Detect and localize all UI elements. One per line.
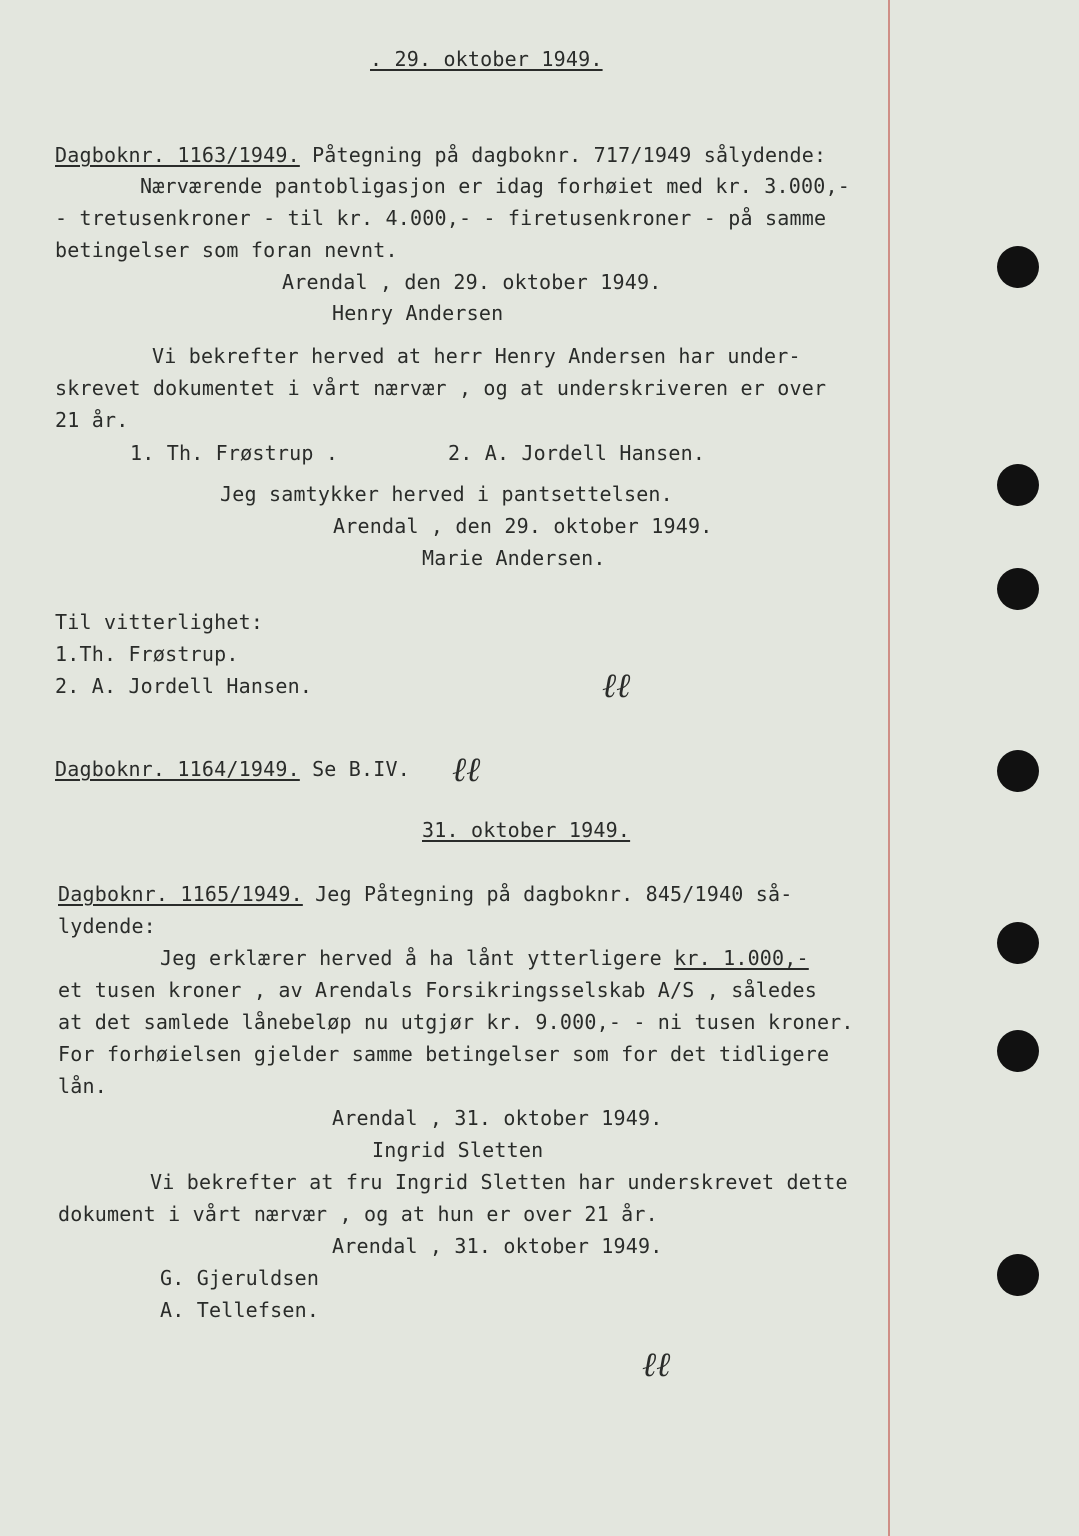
entry-heading [55,757,410,781]
punch-hole [997,922,1039,964]
witness-item: A. Tellefsen. [160,1298,320,1322]
attest-line: 21 år. [55,408,129,432]
punch-hole [997,1030,1039,1072]
body-line: at det samlede lånebeløp nu utgjør kr. 9.000,- - ni tusen kroner. [58,1010,854,1034]
punch-hole [997,1254,1039,1296]
handwritten-initials: ℓℓ [642,1345,671,1385]
consent-place-date: Arendal , den 29. oktober 1949. [333,514,713,538]
entry-heading-text: Se B.IV. [299,757,410,781]
witness-left: 1. Th. Frøstrup . [130,441,339,465]
attest-line: dokument i vårt nærvær , og at hun er over 21 år. [58,1202,658,1226]
place-date: Arendal , 31. oktober 1949. [332,1106,663,1130]
entry-number: Dagboknr. 1165/1949. [58,882,303,906]
body-line: lån. [58,1074,107,1098]
place-date: Arendal , 31. oktober 1949. [332,1234,663,1258]
signer-name: Henry Andersen [332,301,504,325]
body-line: - tretusenkroner - til kr. 4.000,- - firetusenkroner - på samme [55,206,827,230]
body-text: Jeg erklærer herved å ha lånt ytterligere [160,946,675,970]
entry-number: Dagboknr. 1163/1949. [55,143,300,167]
witness-item: G. Gjeruldsen [160,1266,320,1290]
witness-item: 2. A. Jordell Hansen. [55,674,313,698]
punch-hole [997,246,1039,288]
signer-name: Ingrid Sletten [372,1138,544,1162]
handwritten-initials: ℓℓ [452,750,481,790]
attest-line: skrevet dokumentet i vårt nærvær , og at underskriveren er over [55,376,827,400]
date-heading: . 29. oktober 1949. [370,47,603,71]
body-line: et tusen kroner , av Arendals Forsikringsselskab A/S , således [58,978,817,1002]
punch-hole [997,750,1039,792]
attest-line: Vi bekrefter herved at herr Henry Andersen har under- [152,344,801,368]
consent-signer: Marie Andersen. [422,546,606,570]
red-margin-line [888,0,890,1536]
entry-heading-text: Jeg Påtegning på dagboknr. 845/1940 så- [302,882,793,906]
entry-heading [58,882,792,906]
body-line: Nærværende pantobligasjon er idag forhøiet med kr. 3.000,- [140,174,850,198]
date-heading: 31. oktober 1949. [422,818,631,842]
consent-line: Jeg samtykker herved i pantsettelsen. [220,482,673,506]
entry-heading [55,143,826,167]
punch-hole [997,464,1039,506]
body-line: betingelser som foran nevnt. [55,238,398,262]
witness-right: 2. A. Jordell Hansen. [448,441,706,465]
place-date: Arendal , den 29. oktober 1949. [282,270,662,294]
entry-heading-text: Påtegning på dagboknr. 717/1949 sålydende: [299,143,827,167]
punch-hole [997,568,1039,610]
loan-amount: kr. 1.000,- [674,946,809,970]
body-line: For forhøielsen gjelder samme betingelser som for det tidligere [58,1042,830,1066]
body-line: lydende: [58,914,156,938]
attest-line: Vi bekrefter at fru Ingrid Sletten har underskrevet dette [150,1170,848,1194]
handwritten-initials: ℓℓ [602,666,631,706]
body-line [160,946,809,970]
witness-item: 1.Th. Frøstrup. [55,642,239,666]
entry-number: Dagboknr. 1164/1949. [55,757,300,781]
witness-heading: Til vitterlighet: [55,610,264,634]
